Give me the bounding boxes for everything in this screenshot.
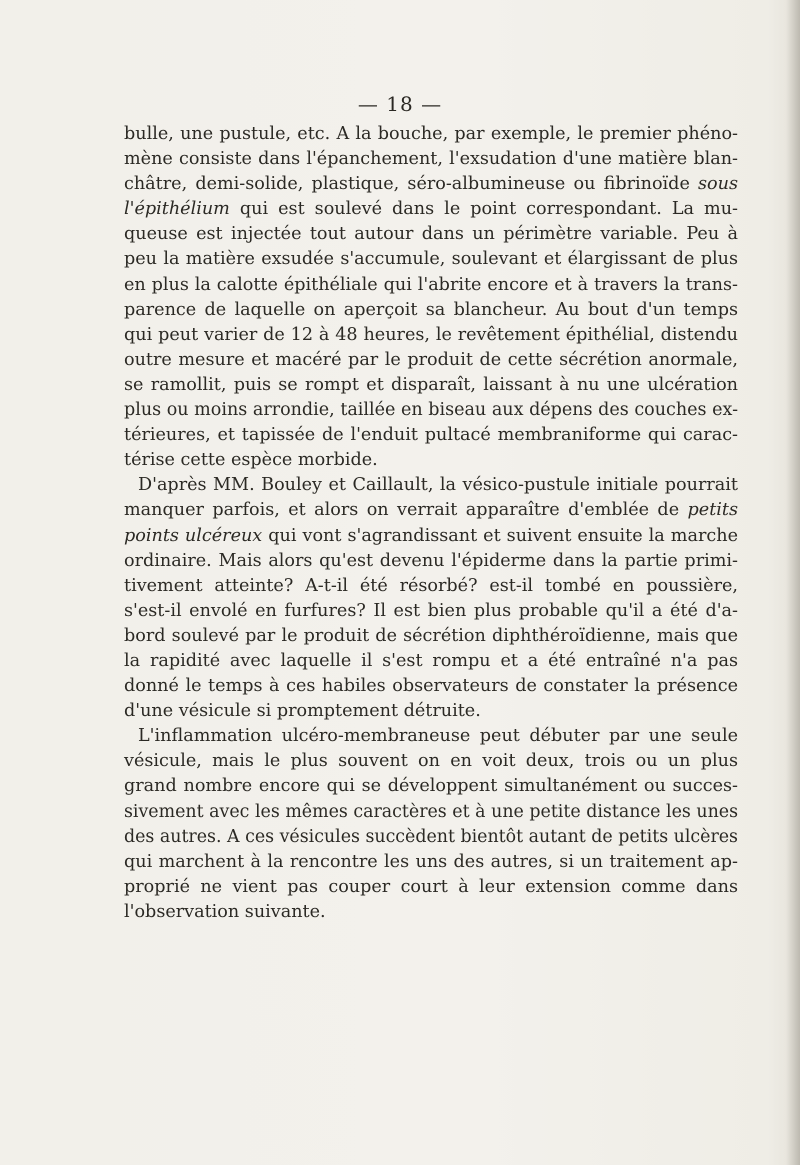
text-run: sivement avec les mêmes caractères et à une petite distance les unes	[124, 801, 738, 822]
italic-text: sous	[698, 174, 738, 195]
text-run: bulle, une pustule, etc. A la bouche, par exemple, le premier phéno-	[124, 124, 738, 144]
text-run: térieures, et tapissée de l'enduit pultacé membraniforme qui carac-	[124, 425, 738, 446]
text-line	[124, 448, 738, 473]
text-run: plus ou moins arrondie, taillée en biseau aux dépens des couches ex-	[124, 400, 738, 421]
text-line	[124, 122, 738, 147]
text-line	[124, 800, 738, 825]
italic-text: petits	[687, 500, 738, 521]
text-run: bord soulevé par le produit de sécrétion diphthéroïdienne, mais que	[124, 625, 738, 646]
text-run: qui marchent à la rencontre les uns des autres, si un traitement ap-	[124, 851, 738, 872]
body-text	[124, 122, 738, 925]
text-line	[124, 423, 738, 448]
text-line	[124, 875, 738, 900]
text-run: d'une vésicule si promptement détruite.	[124, 701, 481, 722]
text-run: des autres. A ces vésicules succèdent bientôt autant de petits ulcères	[124, 826, 738, 847]
text-run: queuse est injectée tout autour dans un périmètre variable. Peu à	[124, 224, 738, 245]
text-line	[124, 273, 738, 298]
text-line	[124, 298, 738, 323]
text-line	[124, 222, 738, 247]
text-run: s'est-il envolé en furfures? Il est bien plus probable qu'il a été d'a-	[124, 600, 738, 621]
text-line	[124, 774, 738, 799]
text-line	[124, 473, 738, 498]
text-run: qui peut varier de 12 à 48 heures, le revêtement épithélial, distendu	[124, 324, 738, 345]
text-run: L'inflammation ulcéro-membraneuse peut débuter par une seule	[138, 726, 738, 747]
text-run: D'après MM. Bouley et Caillault, la vésico-pustule initiale pourrait	[138, 475, 738, 496]
text-run: peu la matière exsudée s'accumule, soulevant et élargissant de plus	[124, 249, 738, 270]
text-line	[124, 323, 738, 348]
page-edge-shadow	[786, 0, 800, 1165]
text-line	[124, 900, 738, 925]
text-run: donné le temps à ces habiles observateurs de constater la présence	[124, 676, 738, 697]
text-line	[124, 549, 738, 574]
text-line	[124, 724, 738, 749]
text-line	[124, 599, 738, 624]
text-line	[124, 398, 738, 423]
text-line	[124, 172, 738, 197]
text-line	[124, 699, 738, 724]
text-run: outre mesure et macéré par le produit de cette sécrétion anormale,	[124, 349, 738, 370]
text-run: la rapidité avec laquelle il s'est rompu et a été entraîné n'a pas	[124, 650, 738, 671]
text-run: térise cette espèce morbide.	[124, 450, 378, 471]
page-number: — 18 —	[357, 92, 443, 116]
text-line	[124, 574, 738, 599]
text-line	[124, 850, 738, 875]
text-run: vésicule, mais le plus souvent on en voit deux, trois ou un plus	[124, 751, 738, 772]
text-line	[124, 524, 738, 549]
text-run: ordinaire. Mais alors qu'est devenu l'épiderme dans la partie primi-	[124, 550, 738, 571]
text-line	[124, 197, 738, 222]
italic-text: l'épithélium	[124, 199, 230, 220]
text-line	[124, 825, 738, 850]
text-line	[124, 498, 738, 523]
text-line	[124, 348, 738, 373]
text-line	[124, 749, 738, 774]
text-line	[124, 373, 738, 398]
text-line	[124, 624, 738, 649]
text-line	[124, 247, 738, 272]
text-run: qui vont s'agrandissant et suivent ensuite la marche	[262, 525, 738, 546]
text-run: manquer parfois, et alors on verrait apparaître d'emblée de	[124, 500, 688, 521]
text-run: proprié ne vient pas couper court à leur extension comme dans	[124, 876, 738, 897]
text-run: grand nombre encore qui se développent simultanément ou succes-	[124, 776, 738, 797]
text-run: qui est soulevé dans le point correspondant. La mu-	[229, 199, 738, 220]
text-line	[124, 649, 738, 674]
text-run: l'observation suivante.	[124, 901, 326, 922]
text-run: tivement atteinte? A-t-il été résorbé? est-il tombé en poussière,	[124, 575, 738, 596]
text-run: mène consiste dans l'épanchement, l'exsudation d'une matière blan-	[124, 149, 738, 170]
italic-text: points ulcéreux	[124, 525, 263, 546]
text-run: en plus la calotte épithéliale qui l'abrite encore et à travers la trans-	[124, 274, 738, 295]
text-line	[124, 674, 738, 699]
text-run: se ramollit, puis se rompt et disparaît, laissant à nu une ulcération	[124, 374, 738, 395]
text-line	[124, 147, 738, 172]
text-run: châtre, demi-solide, plastique, séro-albumineuse ou fibrinoïde	[124, 174, 699, 195]
text-run: parence de laquelle on aperçoit sa blancheur. Au bout d'un temps	[124, 299, 738, 320]
